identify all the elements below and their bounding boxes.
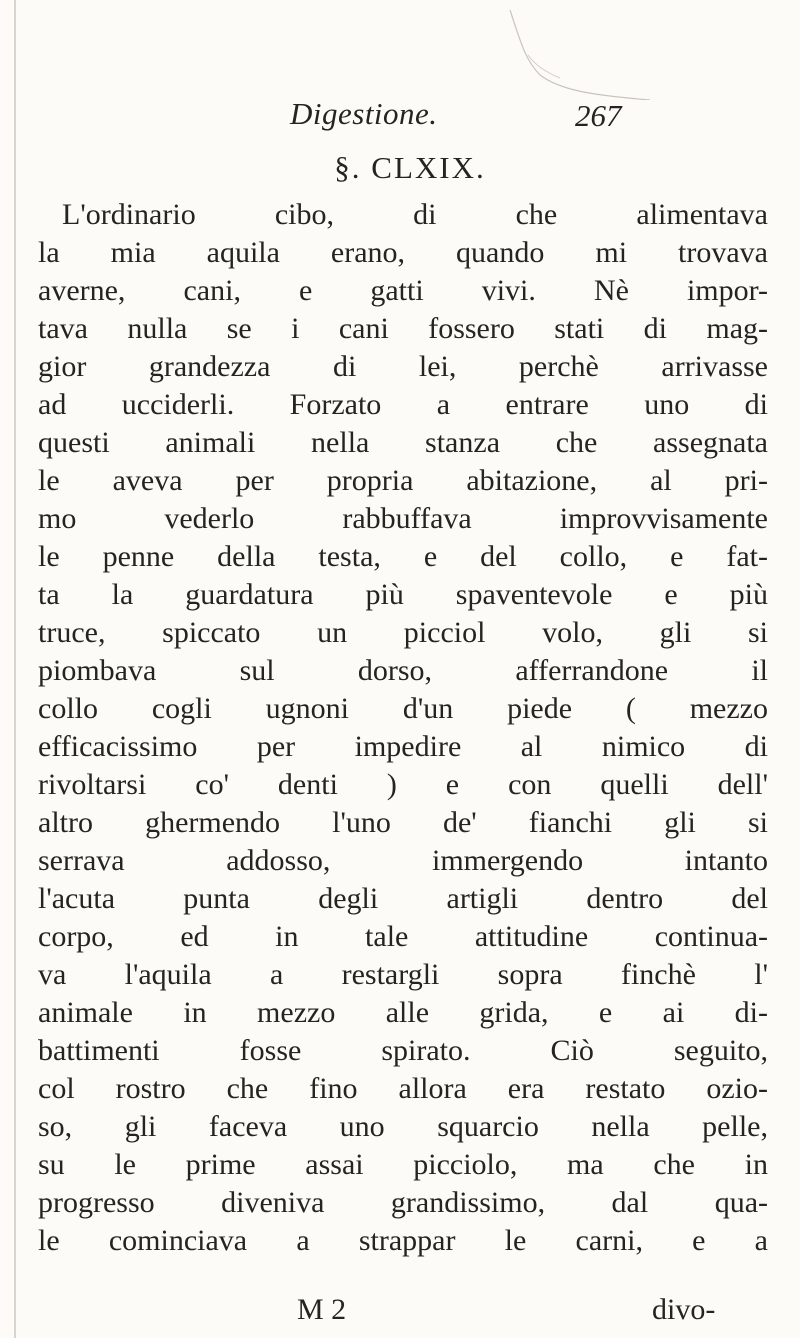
text-line: serrava addosso, immergendo intanto bbox=[38, 844, 768, 877]
text-line: progresso diveniva grandissimo, dal qua- bbox=[38, 1186, 768, 1219]
text-line: tava nulla se i cani fossero stati di mag- bbox=[38, 312, 768, 345]
text-line: questi animali nella stanza che assegnata bbox=[38, 426, 768, 459]
running-head-title: Digestione. bbox=[290, 96, 438, 131]
text-line: averne, cani, e gatti vivi. Nè impor- bbox=[38, 274, 768, 307]
text-line: animale in mezzo alle grida, e ai di- bbox=[38, 996, 768, 1029]
text-line: l'acuta punta degli artigli dentro del bbox=[38, 882, 768, 915]
text-line: piombava sul dorso, afferrandone il bbox=[38, 654, 768, 687]
page-number: 267 bbox=[575, 98, 622, 133]
text-line: gior grandezza di lei, perchè arrivasse bbox=[38, 350, 768, 383]
text-line: mo vederlo rabbuffava improvvisamente bbox=[38, 502, 768, 535]
text-line: le penne della testa, e del collo, e fat- bbox=[38, 540, 768, 573]
page-footer bbox=[0, 1293, 800, 1333]
text-line: su le prime assai picciolo, ma che in bbox=[38, 1148, 768, 1181]
text-line: ad ucciderli. Forzato a entrare uno di bbox=[38, 388, 768, 421]
pencil-mark bbox=[500, 0, 660, 100]
signature-mark: M 2 bbox=[297, 1293, 347, 1326]
text-line: truce, spiccato un picciol volo, gli si bbox=[38, 616, 768, 649]
text-line: la mia aquila erano, quando mi trovava bbox=[38, 236, 768, 269]
text-line: va l'aquila a restargli sopra finchè l' bbox=[38, 958, 768, 991]
text-line: rivoltarsi co' denti ) e con quelli dell' bbox=[38, 768, 768, 801]
running-head bbox=[0, 96, 800, 136]
catchword: divo- bbox=[652, 1293, 716, 1326]
text-line: collo cogli ugnoni d'un piede ( mezzo bbox=[38, 692, 768, 725]
text-line: so, gli faceva uno squarcio nella pelle, bbox=[38, 1110, 768, 1143]
text-line: corpo, ed in tale attitudine continua- bbox=[38, 920, 768, 953]
text-line: battimenti fosse spirato. Ciò seguito, bbox=[38, 1034, 768, 1067]
text-line: le aveva per propria abitazione, al pri- bbox=[38, 464, 768, 497]
text-line: efficacissimo per impedire al nimico di bbox=[38, 730, 768, 763]
text-line: le cominciava a strappar le carni, e a bbox=[38, 1224, 768, 1257]
page-gutter-edge bbox=[14, 0, 16, 1338]
text-line: ta la guardatura più spaventevole e più bbox=[38, 578, 768, 611]
text-line: altro ghermendo l'uno de' fianchi gli si bbox=[38, 806, 768, 839]
text-line: L'ordinario cibo, di che alimentava bbox=[62, 198, 768, 231]
text-line: col rostro che fino allora era restato ozio- bbox=[38, 1072, 768, 1105]
section-heading: §. CLXIX. bbox=[334, 150, 486, 185]
